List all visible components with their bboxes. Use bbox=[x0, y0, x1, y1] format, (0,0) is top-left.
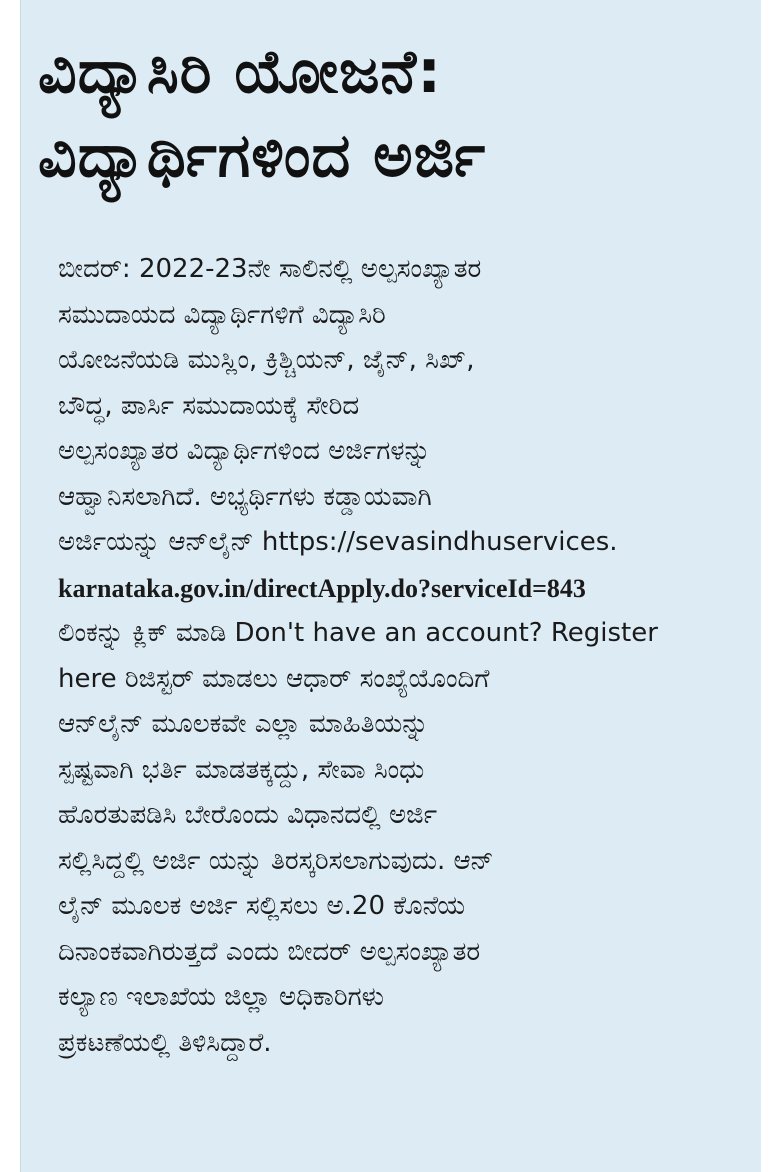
body-line-15: ಲೈನ್ ಮೂಲಕ ಅರ್ಜಿ ಸಲ್ಲಿಸಲು ಅ.20 ಕೊನೆಯ bbox=[58, 891, 466, 921]
body-line-8-url: karnataka.gov.in/directApply.do?serviceId=843 bbox=[58, 573, 586, 603]
body-line-1: ಬೀದರ್: 2022-23ನೇ ಸಾಲಿನಲ್ಲಿ ಅಲ್ಪಸಂಖ್ಯಾತರ bbox=[58, 254, 482, 284]
article-body bbox=[58, 247, 758, 1066]
body-line-10: here ರಿಜಿಸ್ಟರ್ ಮಾಡಲು ಆಧಾರ್ ಸಂಖ್ಯೆಯೊಂದಿಗೆ bbox=[58, 663, 490, 694]
body-line-4: ಬೌದ್ಧ, ಪಾರ್ಸಿ ಸಮುದಾಯಕ್ಕೆ ಸೇರಿದ bbox=[58, 390, 360, 421]
body-line-12: ಸ್ಪಷ್ಟವಾಗಿ ಭರ್ತಿ ಮಾಡತಕ್ಕದ್ದು, ಸೇವಾ ಸಿಂಧು bbox=[58, 754, 425, 785]
body-line-17: ಕಲ್ಯಾಣ ಇಲಾಖೆಯ ಜಿಲ್ಲಾ ಅಧಿಕಾರಿಗಳು bbox=[58, 982, 385, 1012]
headline-line-2: ವಿದ್ಯಾರ್ಥಿಗಳಿಂದ ಅರ್ಜಿ bbox=[38, 121, 487, 191]
body-line-9: ಲಿಂಕನ್ನು ಕ್ಲಿಕ್ ಮಾಡಿ Don't have an account? Register bbox=[58, 618, 658, 648]
body-line-2: ಸಮುದಾಯದ ವಿದ್ಯಾರ್ಥಿಗಳಿಗೆ ವಿದ್ಯಾಸಿರಿ bbox=[58, 299, 386, 330]
headline-line-1: ವಿದ್ಯಾಸಿರಿ ಯೋಜನೆ: bbox=[38, 37, 443, 107]
body-line-5: ಅಲ್ಪಸಂಖ್ಯಾತರ ವಿದ್ಯಾರ್ಥಿಗಳಿಂದ ಅರ್ಜಿಗಳನ್ನು bbox=[58, 436, 431, 466]
body-line-14: ಸಲ್ಲಿಸಿದ್ದಲ್ಲಿ ಅರ್ಜಿ ಯನ್ನು ತಿರಸ್ಕರಿಸಲಾಗುವುದು. ಆನ್ bbox=[58, 845, 494, 876]
body-line-3: ಯೋಜನೆಯಡಿ ಮುಸ್ಲಿಂ, ಕ್ರಿಶ್ಚಿಯನ್, ಜೈನ್, ಸಿಖ್, bbox=[58, 345, 475, 375]
body-line-13: ಹೊರತುಪಡಿಸಿ ಬೇರೊಂದು ವಿಧಾನದಲ್ಲಿ ಅರ್ಜಿ bbox=[58, 800, 438, 830]
body-line-11: ಆನ್‌ಲೈನ್ ಮೂಲಕವೇ ಎಲ್ಲಾ ಮಾಹಿತಿಯನ್ನು bbox=[58, 709, 429, 739]
body-line-16: ದಿನಾಂಕವಾಗಿರುತ್ತದೆ ಎಂದು ಬೀದರ್ ಅಲ್ಪಸಂಖ್ಯಾತರ bbox=[58, 936, 481, 967]
article-headline bbox=[38, 30, 738, 198]
body-line-18: ಪ್ರಕಟಣೆಯಲ್ಲಿ ತಿಳಿಸಿದ್ದಾರೆ. bbox=[58, 1027, 272, 1058]
body-line-6: ಆಹ್ವಾನಿಸಲಾಗಿದೆ. ಅಭ್ಯರ್ಥಿಗಳು ಕಡ್ಡಾಯವಾಗಿ bbox=[58, 481, 432, 512]
clipping-left-edge bbox=[20, 0, 21, 1172]
body-line-7: ಅರ್ಜಿಯನ್ನು ಆನ್‌ಲೈನ್ https://sevasindhuservices. bbox=[58, 527, 618, 557]
